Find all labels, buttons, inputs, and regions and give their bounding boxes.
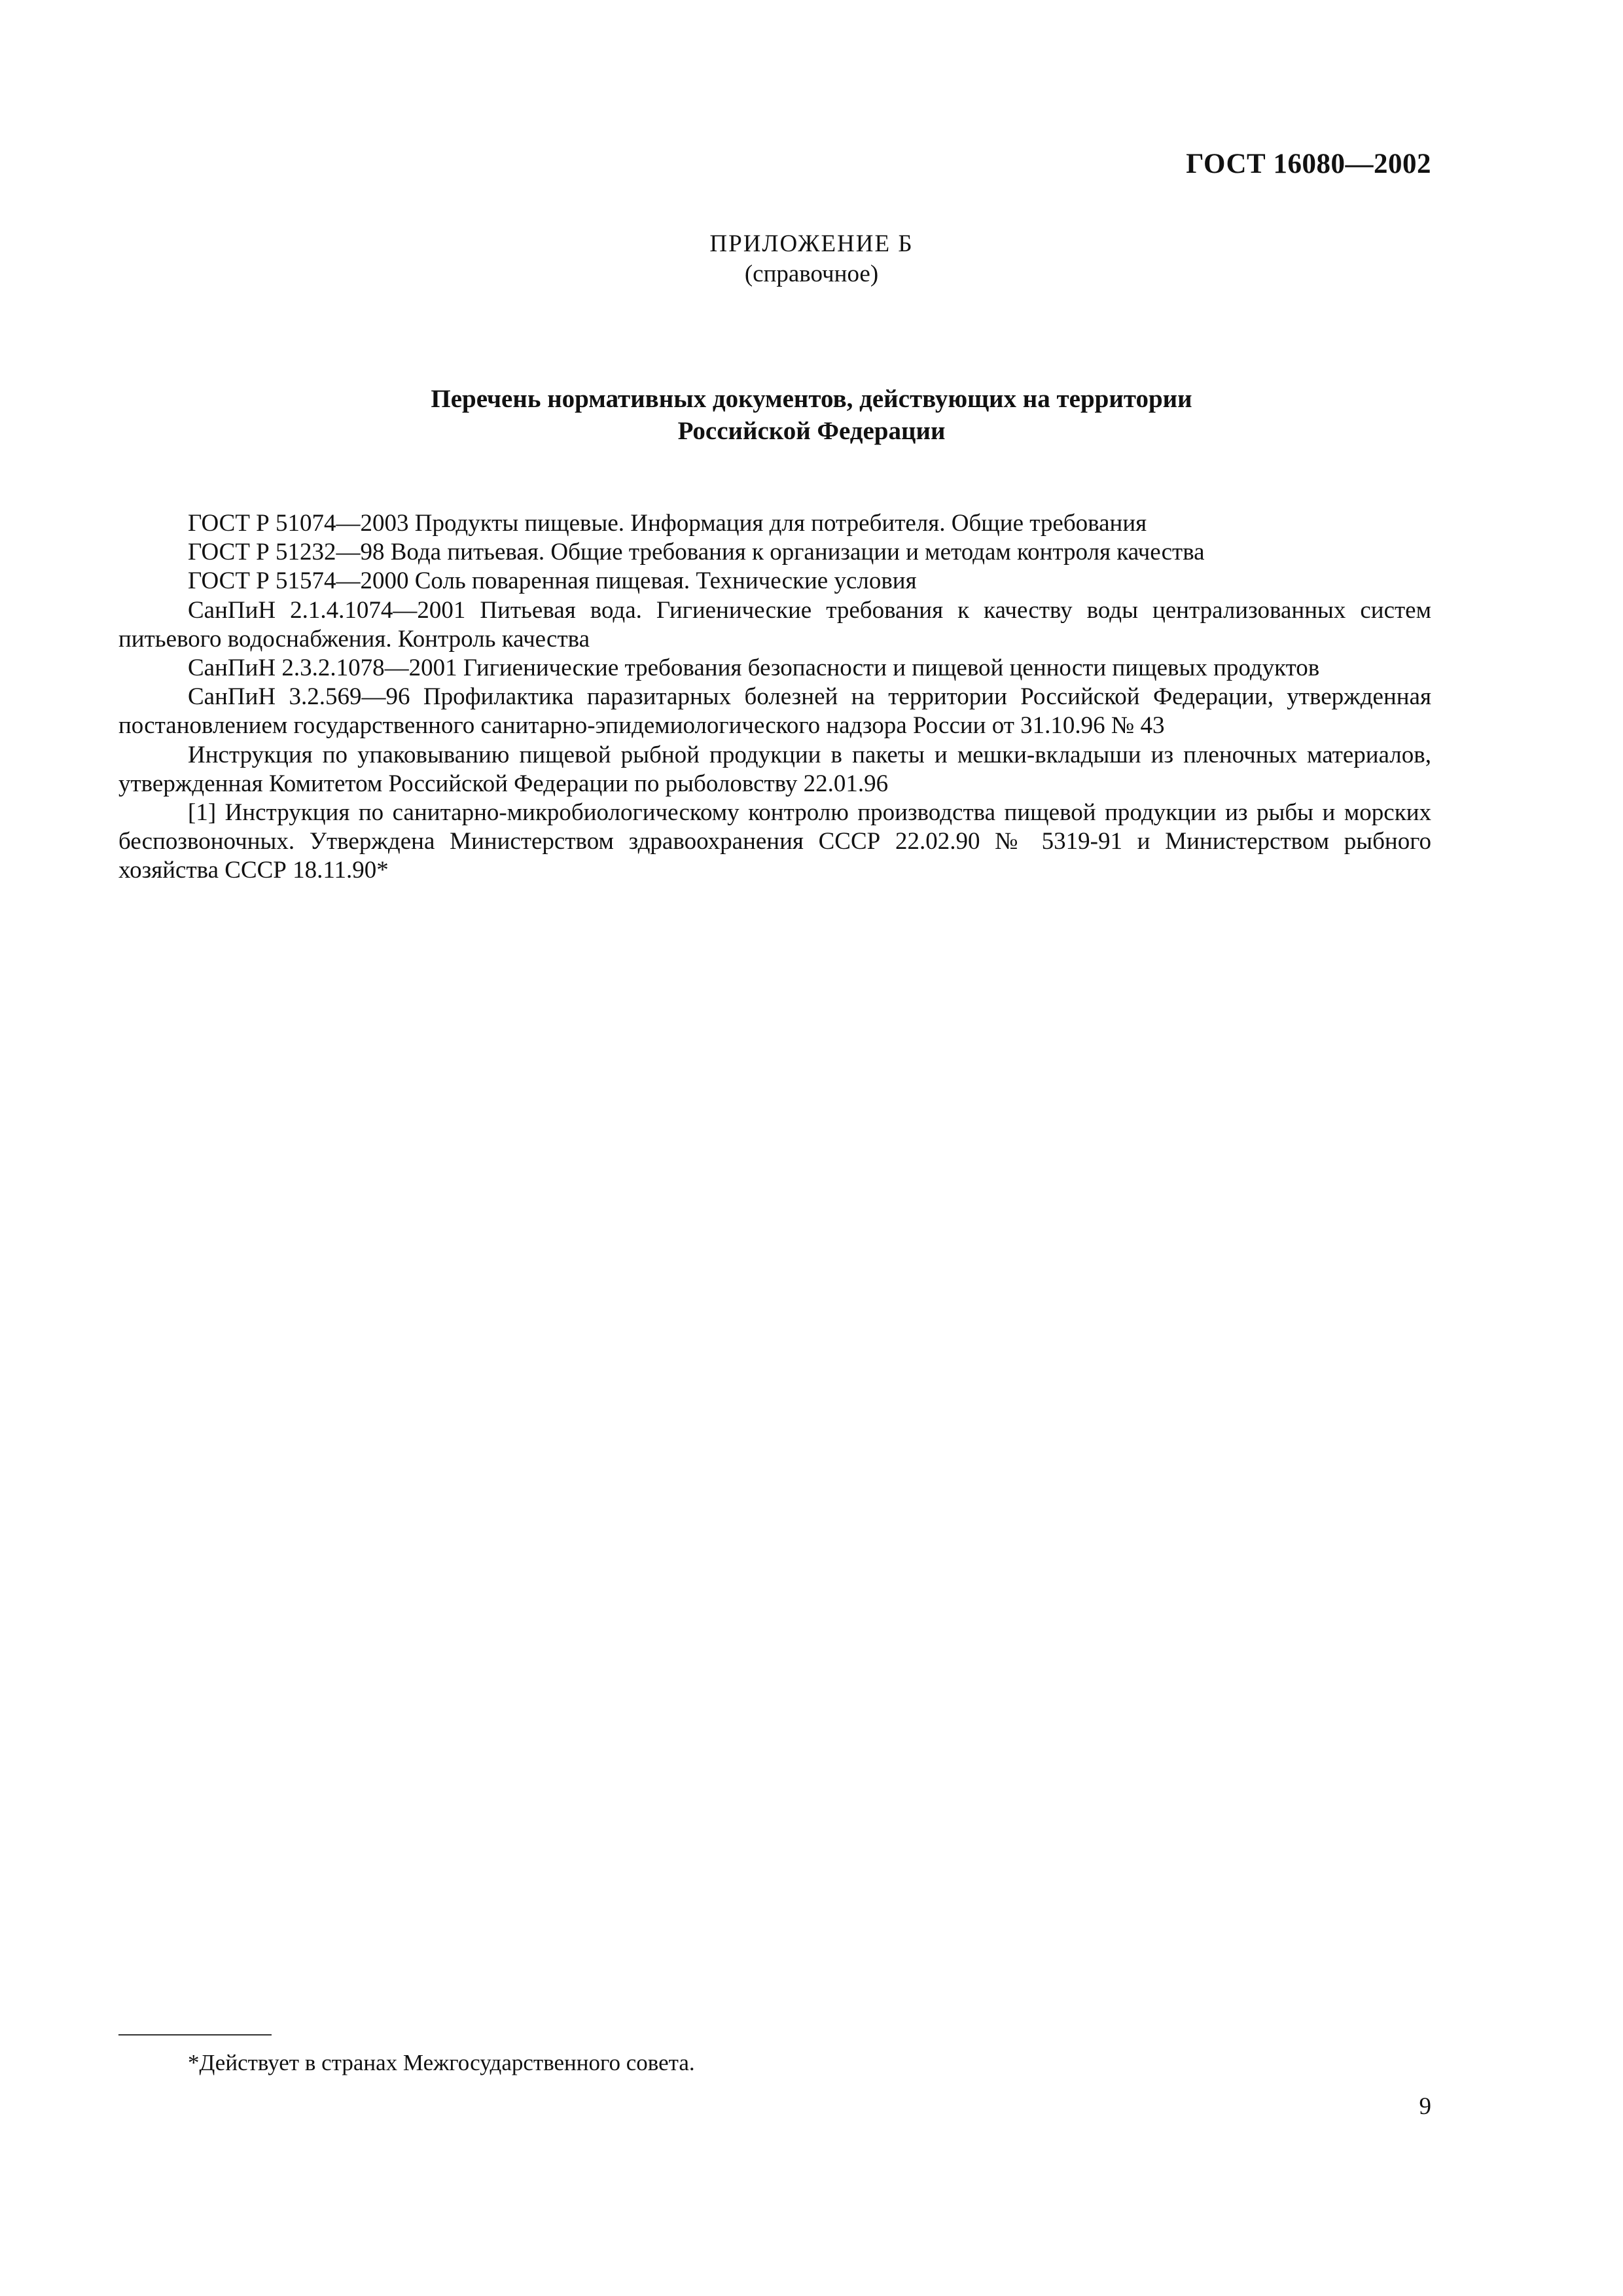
reference-item: СанПиН 3.2.569—96 Профилактика паразитарных болезней на территории Российской Федерации, утвержденная постановлением государственного санитарно-эпидемиологического надзора России от 31.10.96 № 43 [118, 683, 1431, 740]
references-list [118, 509, 1431, 886]
page-number: 9 [1419, 2093, 1431, 2120]
reference-item: [1] Инструкция по санитарно-микробиологическому контролю производства пищевой продукции из рыбы и морских беспозвоночных. Утверждена Министерством здравоохранения СССР 22.02.90 № 5319-91 и Министерством рыбного хозяйства СССР 18.11.90* [118, 799, 1431, 884]
document-code: ГОСТ 16080—2002 [1186, 149, 1431, 179]
footnote: *Действует в странах Межгосударственного совета. [188, 2050, 695, 2075]
reference-item: СанПиН 2.3.2.1078—2001 Гигиенические требования безопасности и пищевой ценности пищевых продуктов [188, 655, 1320, 682]
appendix-heading [0, 229, 1623, 289]
document-title [0, 383, 1623, 447]
footnote-divider [118, 2034, 272, 2036]
reference-item: ГОСТ Р 51574—2000 Соль поваренная пищевая. Технические условия [188, 567, 917, 595]
appendix-subtitle: (справочное) [744, 260, 879, 287]
document-title-line-2: Российской Федерации [677, 417, 946, 445]
reference-item: Инструкция по упаковыванию пищевой рыбной продукции в пакеты и мешки-вкладыши из пленочных материалов, утвержденная Комитетом Российской Федерации по рыболовству 22.01.96 [118, 741, 1431, 797]
reference-item: ГОСТ Р 51232—98 Вода питьевая. Общие требования к организации и методам контроля качества [188, 539, 1205, 566]
document-title-line-1: Перечень нормативных документов, действующих на территории [431, 385, 1192, 413]
reference-item: ГОСТ Р 51074—2003 Продукты пищевые. Информация для потребителя. Общие требования [188, 510, 1147, 537]
appendix-title: ПРИЛОЖЕНИЕ Б [709, 230, 914, 257]
reference-item: СанПиН 2.1.4.1074—2001 Питьевая вода. Гигиенические требования к качеству воды централизованных систем питьевого водоснабжения. Контроль качества [118, 596, 1431, 653]
